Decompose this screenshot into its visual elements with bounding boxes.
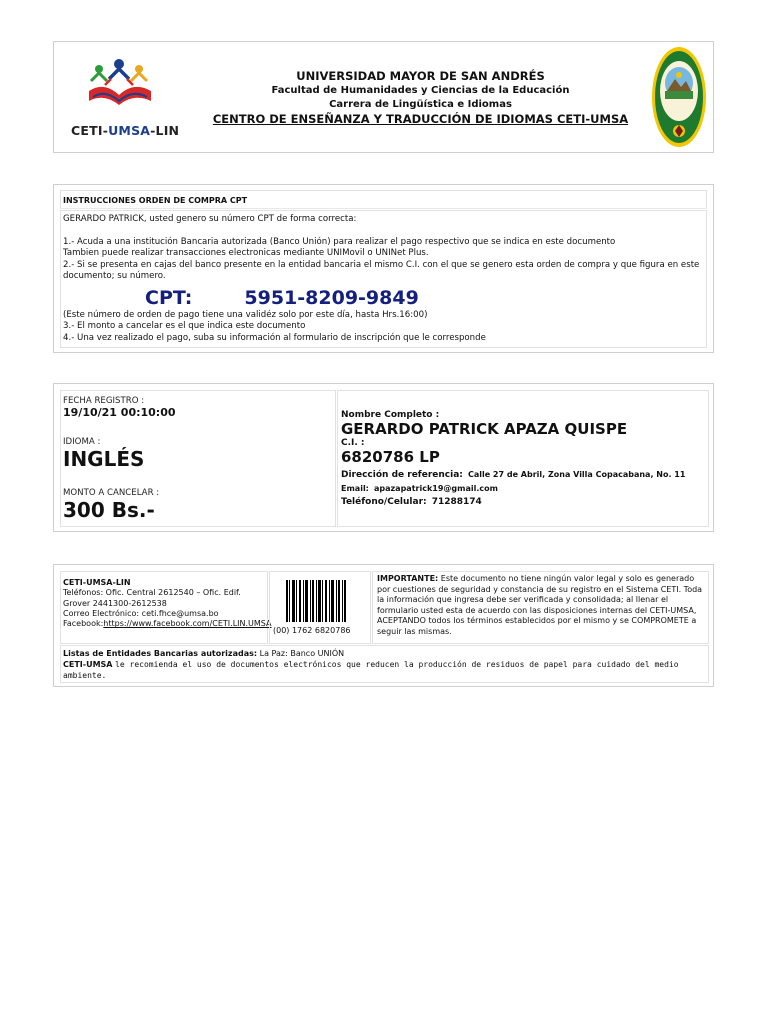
eco-brand: CETI-UMSA: [63, 660, 113, 669]
monto-value: 300 Bs.-: [63, 498, 155, 522]
telefono-row: [341, 493, 707, 507]
umsa-seal-icon: [651, 45, 707, 149]
step-3: 3.- El monto a cancelar es el que indica este documento: [63, 321, 306, 331]
direccion-row: [341, 466, 707, 480]
important-notice: [372, 571, 709, 644]
document-header: [53, 41, 714, 153]
university-name: UNIVERSIDAD MAYOR DE SAN ANDRÉS: [296, 69, 545, 83]
payment-summary: [60, 390, 336, 527]
barcode-number: (00) 1762 6820786: [273, 626, 351, 635]
instructions-body: [60, 210, 707, 348]
ci-label: C.I. :: [341, 438, 365, 448]
banks-and-eco-note: [60, 645, 709, 683]
facebook-label: Facebook:: [63, 619, 104, 629]
banks-label: Listas de Entidades Bancarias autorizadas:: [63, 649, 258, 658]
step-2: 2.- Si se presenta en cajas del banco presente en la entidad bancaria el mismo C.I. con el que se genero esta orden de compra y que figura en este documento; su número.: [63, 259, 700, 281]
ceti-logo: [59, 51, 185, 144]
nombre-label: Nombre Completo :: [341, 410, 440, 420]
eco-note: [63, 659, 708, 681]
barcode-icon: [286, 580, 346, 622]
fecha-label: FECHA REGISTRO :: [63, 396, 145, 406]
direccion-label: Dirección de referencia:: [341, 470, 463, 480]
ceti-logo-graphic: [59, 51, 185, 121]
phones-text: Teléfonos: Ofic. Central 2612540 – Ofic. Edif. Grover 2441300-2612538: [63, 588, 241, 608]
idioma-value: INGLÉS: [63, 447, 145, 471]
telefono-label: Teléfono/Celular:: [341, 497, 427, 507]
cpt-number: 5951-8209-9849: [244, 286, 419, 309]
telefono-value: 71288174: [431, 497, 482, 507]
validity-note: (Este número de orden de pago tiene una validéz solo por este día, hasta Hrs.16:00): [63, 309, 428, 320]
contact-info: [60, 571, 272, 644]
direccion-value: Calle 27 de Abril, Zona Villa Copacabana, No. 11: [467, 470, 686, 479]
banks-row: [63, 648, 708, 659]
eco-text: le recomienda el uso de documentos electrónicos que reducen la producción de residuos de papel para cuidado del medio ambiente.: [63, 660, 679, 680]
student-info: [337, 390, 709, 527]
career-name: Carrera de Lingüística e Idiomas: [329, 99, 512, 110]
faculty-name: Facultad de Humanidades y Ciencias de la Educación: [271, 85, 570, 96]
barcode-panel: [269, 571, 371, 644]
email-row: [341, 480, 707, 493]
facebook-link[interactable]: https://www.facebook.com/CETI.LIN.UMSA: [103, 619, 272, 629]
instructions-title: INSTRUCCIONES ORDEN DE COMPRA CPT: [60, 190, 707, 209]
center-name: CENTRO DE ENSEÑANZA Y TRADUCCIÓN DE IDIOMAS CETI-UMSA: [212, 112, 629, 126]
org-name: CETI-UMSA-LIN: [63, 578, 131, 587]
step-4: 4.- Una vez realizado el pago, suba su información al formulario de inscripción que le corresponde: [63, 332, 486, 343]
email-text: Correo Electrónico: ceti.fhce@umsa.bo: [63, 608, 219, 618]
greeting-text: GERARDO PATRICK, usted genero su número CPT de forma correcta:: [63, 214, 357, 224]
step-1: 1.- Acuda a una institución Bancaria autorizada (Banco Unión) para realizar el pago respectivo que se indica en este documento: [63, 236, 616, 247]
cpt-label: CPT:: [145, 286, 193, 309]
ceti-logo-text: CETI-UMSA-LIN: [71, 123, 180, 138]
important-label: IMPORTANTE:: [377, 574, 439, 583]
registration-details: [53, 383, 714, 532]
document-footer: [53, 564, 714, 687]
banks-value: La Paz: Banco UNIÓN: [259, 649, 345, 658]
ci-value: 6820786 LP: [341, 448, 440, 466]
cpt-code: [145, 287, 706, 309]
facebook-row: [63, 619, 272, 629]
step-1b: Tambien puede realizar transacciones electronicas mediante UNIMovil o UNINet Plus.: [63, 248, 429, 258]
fecha-value: 19/10/21 00:10:00: [63, 406, 176, 419]
monto-label: MONTO A CANCELAR :: [63, 488, 160, 498]
nombre-value: GERARDO PATRICK APAZA QUISPE: [341, 420, 628, 438]
institution-heading: [204, 69, 637, 127]
important-text: Este documento no tiene ningún valor legal y solo es generado por cuestiones de seguridad y constancia de su registro en el Sistema CETI. Toda la información que ingresa debe ser verificada y consolidada; al llenar el formulario usted esta de acuerdo con las disposiciones internas del CETI-UMSA, ACEPTANDO todos los términos establecidos por el mismo y se COMPROMETE a seguir las mismas.: [377, 574, 703, 636]
email-value: apazapatrick19@gmail.com: [373, 484, 498, 493]
email-label: Email:: [341, 484, 369, 493]
instructions-panel: [53, 184, 714, 353]
idioma-label: IDIOMA :: [63, 437, 101, 447]
